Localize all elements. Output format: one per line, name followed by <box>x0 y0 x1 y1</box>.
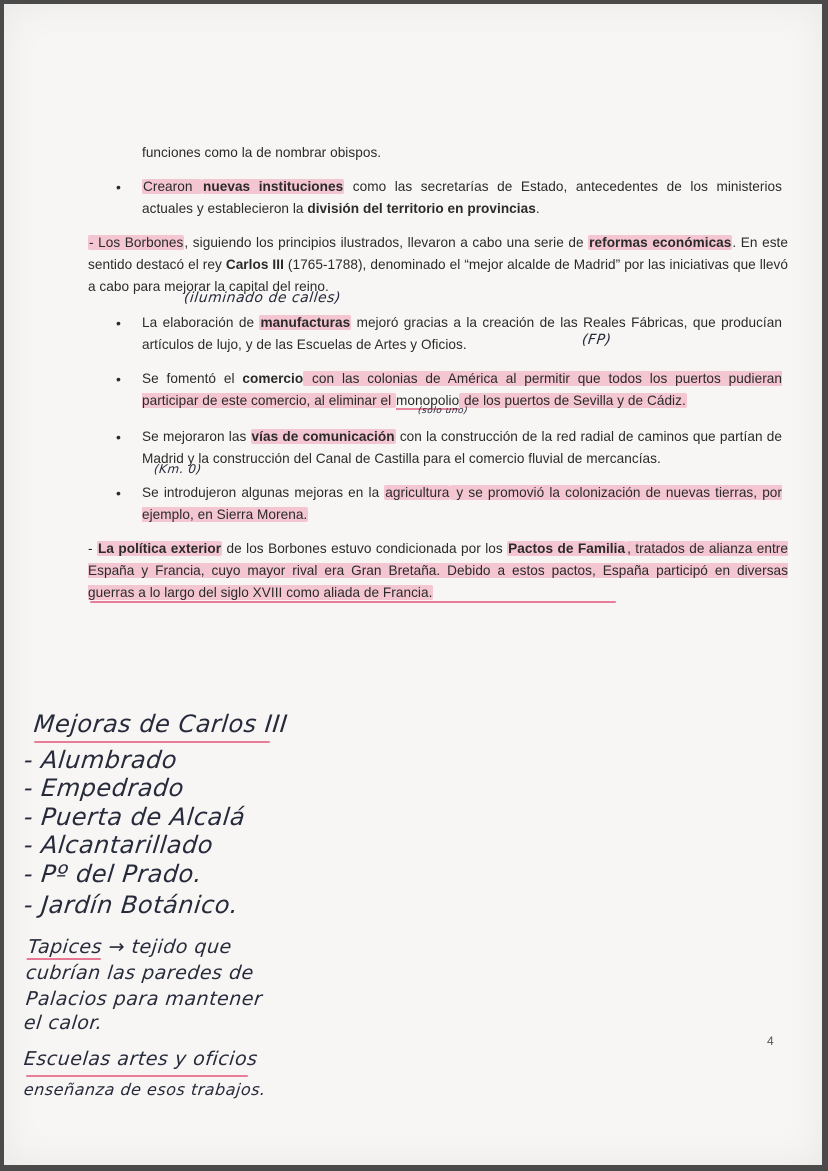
handwritten-item: - Empedrado <box>22 774 186 802</box>
handwritten-item: - Alumbrado <box>22 746 179 774</box>
annotation-iluminado: (iluminado de calles) <box>183 290 342 306</box>
bullet-comercio: Se fomentó el comercio con las colonias de América al permitir que todos los puertos pudieran participar de este comercio, al eliminar el monopolio de los puertos de Sevilla y de Cádiz. <box>142 371 782 408</box>
escuelas-underline <box>26 1075 248 1077</box>
bullet-dot: • <box>116 179 121 195</box>
paragraph-reformas-economicas: - Los Borbones, siguiendo los principios ilustrados, llevaron a cabo una serie de reformas económicas. En este sentido destacó el rey Carlos III (1765-1788), denominado el “mejor alcalde de Madrid” por las iniciativas que llevó a cabo para mejorar la capital del reino. <box>88 235 788 294</box>
bullet-instituciones: Crearon nuevas instituciones como las secretarías de Estado, antecedentes de los ministerios actuales y establecieron la división del territorio en provincias. <box>142 179 782 216</box>
bullet-vias: Se mejoraron las vías de comunicación con la construcción de la red radial de caminos que partían de Madrid y la construcción del Canal de Castilla para el comercio fluvial de mercancías. <box>142 429 782 466</box>
handwritten-tapices: Tapices → tejido que <box>26 936 234 958</box>
page-number: 4 <box>767 1034 774 1048</box>
handwritten-line: enseñanza de esos trabajos. <box>23 1080 267 1099</box>
annotation-km0: (Km. 0) <box>153 462 203 476</box>
bullet-dot: • <box>116 371 121 387</box>
handwritten-item: - Pº del Prado. <box>22 860 204 888</box>
handwritten-line: Palacios para mantener <box>24 988 264 1010</box>
handwritten-item: - Jardín Botánico. <box>22 891 240 919</box>
handwritten-heading: Mejoras de Carlos III <box>32 710 290 738</box>
underline-mark <box>90 601 616 603</box>
notebook-page <box>4 4 822 1165</box>
bullet-agricultura: Se introdujeron algunas mejoras en la agricultura y se promovió la colonización de nuevas tierras, por ejemplo, en Sierra Morena. <box>142 485 782 522</box>
annotation-fp: (FP) <box>581 332 613 348</box>
handwritten-item: - Alcantarillado <box>22 831 215 859</box>
bullet-dot: • <box>116 485 121 501</box>
intro-line: funciones como la de nombrar obispos. <box>142 145 382 160</box>
bullet-manufacturas: La elaboración de manufacturas mejoró gracias a la creación de las Reales Fábricas, que producían artículos de lujo, y de las Escuelas de Artes y Oficios. <box>142 315 782 352</box>
heading-underline <box>34 741 270 743</box>
handwritten-line: cubrían las paredes de <box>24 962 256 984</box>
handwritten-item: - Puerta de Alcalá <box>22 803 247 831</box>
annotation-solo-uno: (solo uno) <box>417 406 469 416</box>
paragraph-politica-exterior: - La política exterior de los Borbones estuvo condicionada por los Pactos de Familia , tratados de alianza entre España y Francia, cuyo mayor rival era Gran Bretaña. Debido a estos pactos, España participó en diversas guerras a lo largo del siglo XVIII como aliada de Francia. <box>88 541 788 600</box>
bullet-dot: • <box>116 429 121 445</box>
handwritten-escuelas: Escuelas artes y oficios <box>22 1048 259 1070</box>
handwritten-line: el calor. <box>22 1012 104 1034</box>
bullet-dot: • <box>116 315 121 331</box>
